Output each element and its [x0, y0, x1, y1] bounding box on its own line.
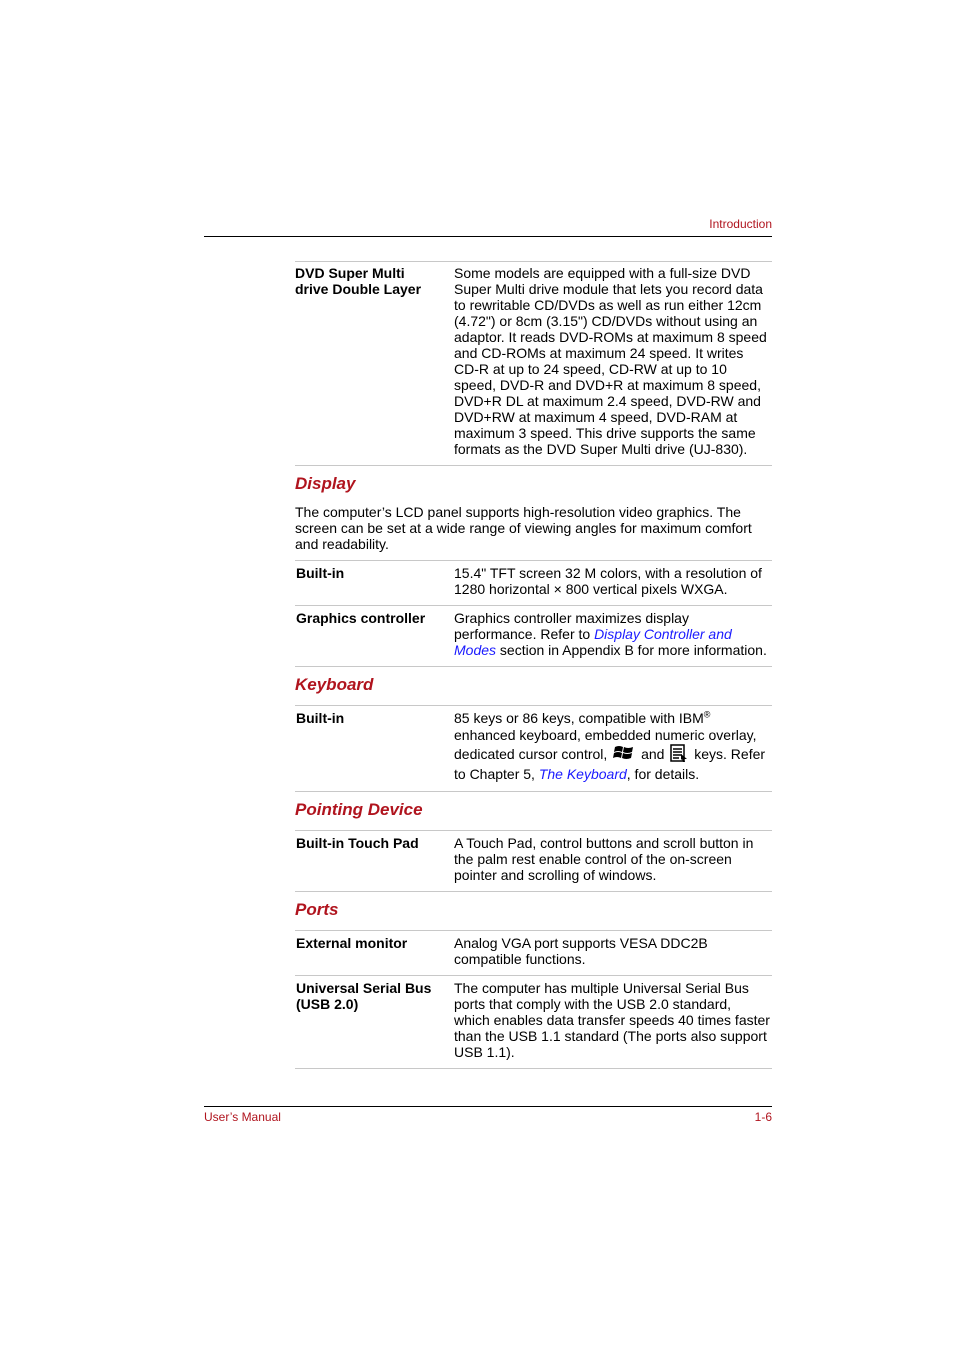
spec-description: Analog VGA port supports VESA DDC2B compatible functions. [454, 935, 708, 967]
display-controller-link[interactable]: Display Controller and Modes [454, 626, 732, 658]
spec-description [454, 710, 770, 783]
section-title-ports: Ports [295, 900, 339, 919]
keyboard-desc-mid: enhanced keyboard, embedded numeric overlay, dedicated cursor control, [454, 727, 757, 762]
spec-row-external-monitor [295, 930, 772, 975]
spec-row-display-builtin [295, 560, 772, 605]
windows-key-icon [613, 744, 635, 766]
dvd-label-line1: DVD Super Multi [295, 265, 405, 281]
spec-description: The computer has multiple Universal Serial Bus ports that comply with the USB 2.0 standard, which enables data transfer speeds 40 times faster than the USB 1.1 standard (The ports also support USB 1.1). [454, 980, 770, 1060]
keyboard-desc-post: , for details. [626, 766, 700, 782]
usb-label-line2: (USB 2.0) [296, 996, 359, 1012]
spec-row-keyboard-builtin [295, 705, 772, 792]
spec-row-usb [295, 975, 772, 1069]
spec-label [295, 980, 454, 1060]
dvd-label-line2: drive Double Layer [295, 281, 422, 297]
keyboard-desc-keys: keys. Refer to Chapter 5, [454, 746, 766, 782]
page-number: 1-6 [754, 1110, 772, 1124]
section-title-display: Display [295, 474, 356, 493]
page-content [295, 261, 772, 1069]
spec-description [454, 610, 770, 658]
footer-manual-title: User’s Manual [204, 1110, 281, 1124]
keyboard-desc-and: and [637, 746, 669, 762]
header-rule [204, 236, 772, 237]
graphics-desc-pre: Graphics controller maximizes display performance. Refer to [454, 610, 689, 642]
spec-description: Some models are equipped with a full-size DVD Super Multi drive module that lets you record data to rewritable CD/DVDs as well as run either 12cm (4.72") or 8cm (3.15") CD/DVDs without using an adaptor. It reads DVD-ROMs at maximum 8 speed and CD-ROMs at maximum 24 speed. It writes CD-R at up to 24 speed, CD-RW at up to 10 speed, DVD-R and DVD+R at maximum 8 speed, DVD+R DL at maximum 2.4 speed, DVD-RW and DVD+RW at maximum 4 speed, DVD-RAM at maximum 3 speed. This drive supports the same formats as the DVD Super Multi drive (UJ-830). [454, 265, 767, 457]
spec-row-graphics-controller [295, 605, 772, 667]
application-key-icon [670, 744, 688, 766]
the-keyboard-link[interactable]: The Keyboard [538, 766, 627, 782]
spec-description: 15.4" TFT screen 32 M colors, with a resolution of 1280 horizontal × 800 vertical pixels WXGA. [454, 565, 762, 597]
spec-label: Graphics controller [296, 610, 426, 626]
spec-label: External monitor [296, 935, 408, 951]
display-intro: The computer’s LCD panel supports high-resolution video graphics. The screen can be set at a wide range of viewing angles for maximum comfort and readability. [295, 504, 752, 552]
spec-description: A Touch Pad, control buttons and scroll button in the palm rest enable control of the on-screen pointer and scrolling of windows. [454, 835, 754, 883]
spec-row-dvd [295, 261, 772, 465]
keyboard-desc-pre: 85 keys or 86 keys, compatible with IBM [454, 710, 704, 726]
divider [295, 465, 772, 466]
section-title-keyboard: Keyboard [295, 675, 374, 694]
registered-mark: ® [703, 709, 711, 720]
spec-row-touch-pad [295, 830, 772, 892]
spec-label: Built-in Touch Pad [296, 835, 419, 851]
spec-label [295, 265, 454, 457]
running-header: Introduction [709, 217, 772, 231]
spec-label: Built-in [296, 710, 345, 726]
spec-label: Built-in [296, 565, 345, 581]
graphics-desc-post: section in Appendix B for more information. [496, 642, 767, 658]
usb-label-line1: Universal Serial Bus [296, 980, 432, 996]
footer-rule [204, 1106, 772, 1107]
section-title-pointing-device: Pointing Device [295, 800, 423, 819]
